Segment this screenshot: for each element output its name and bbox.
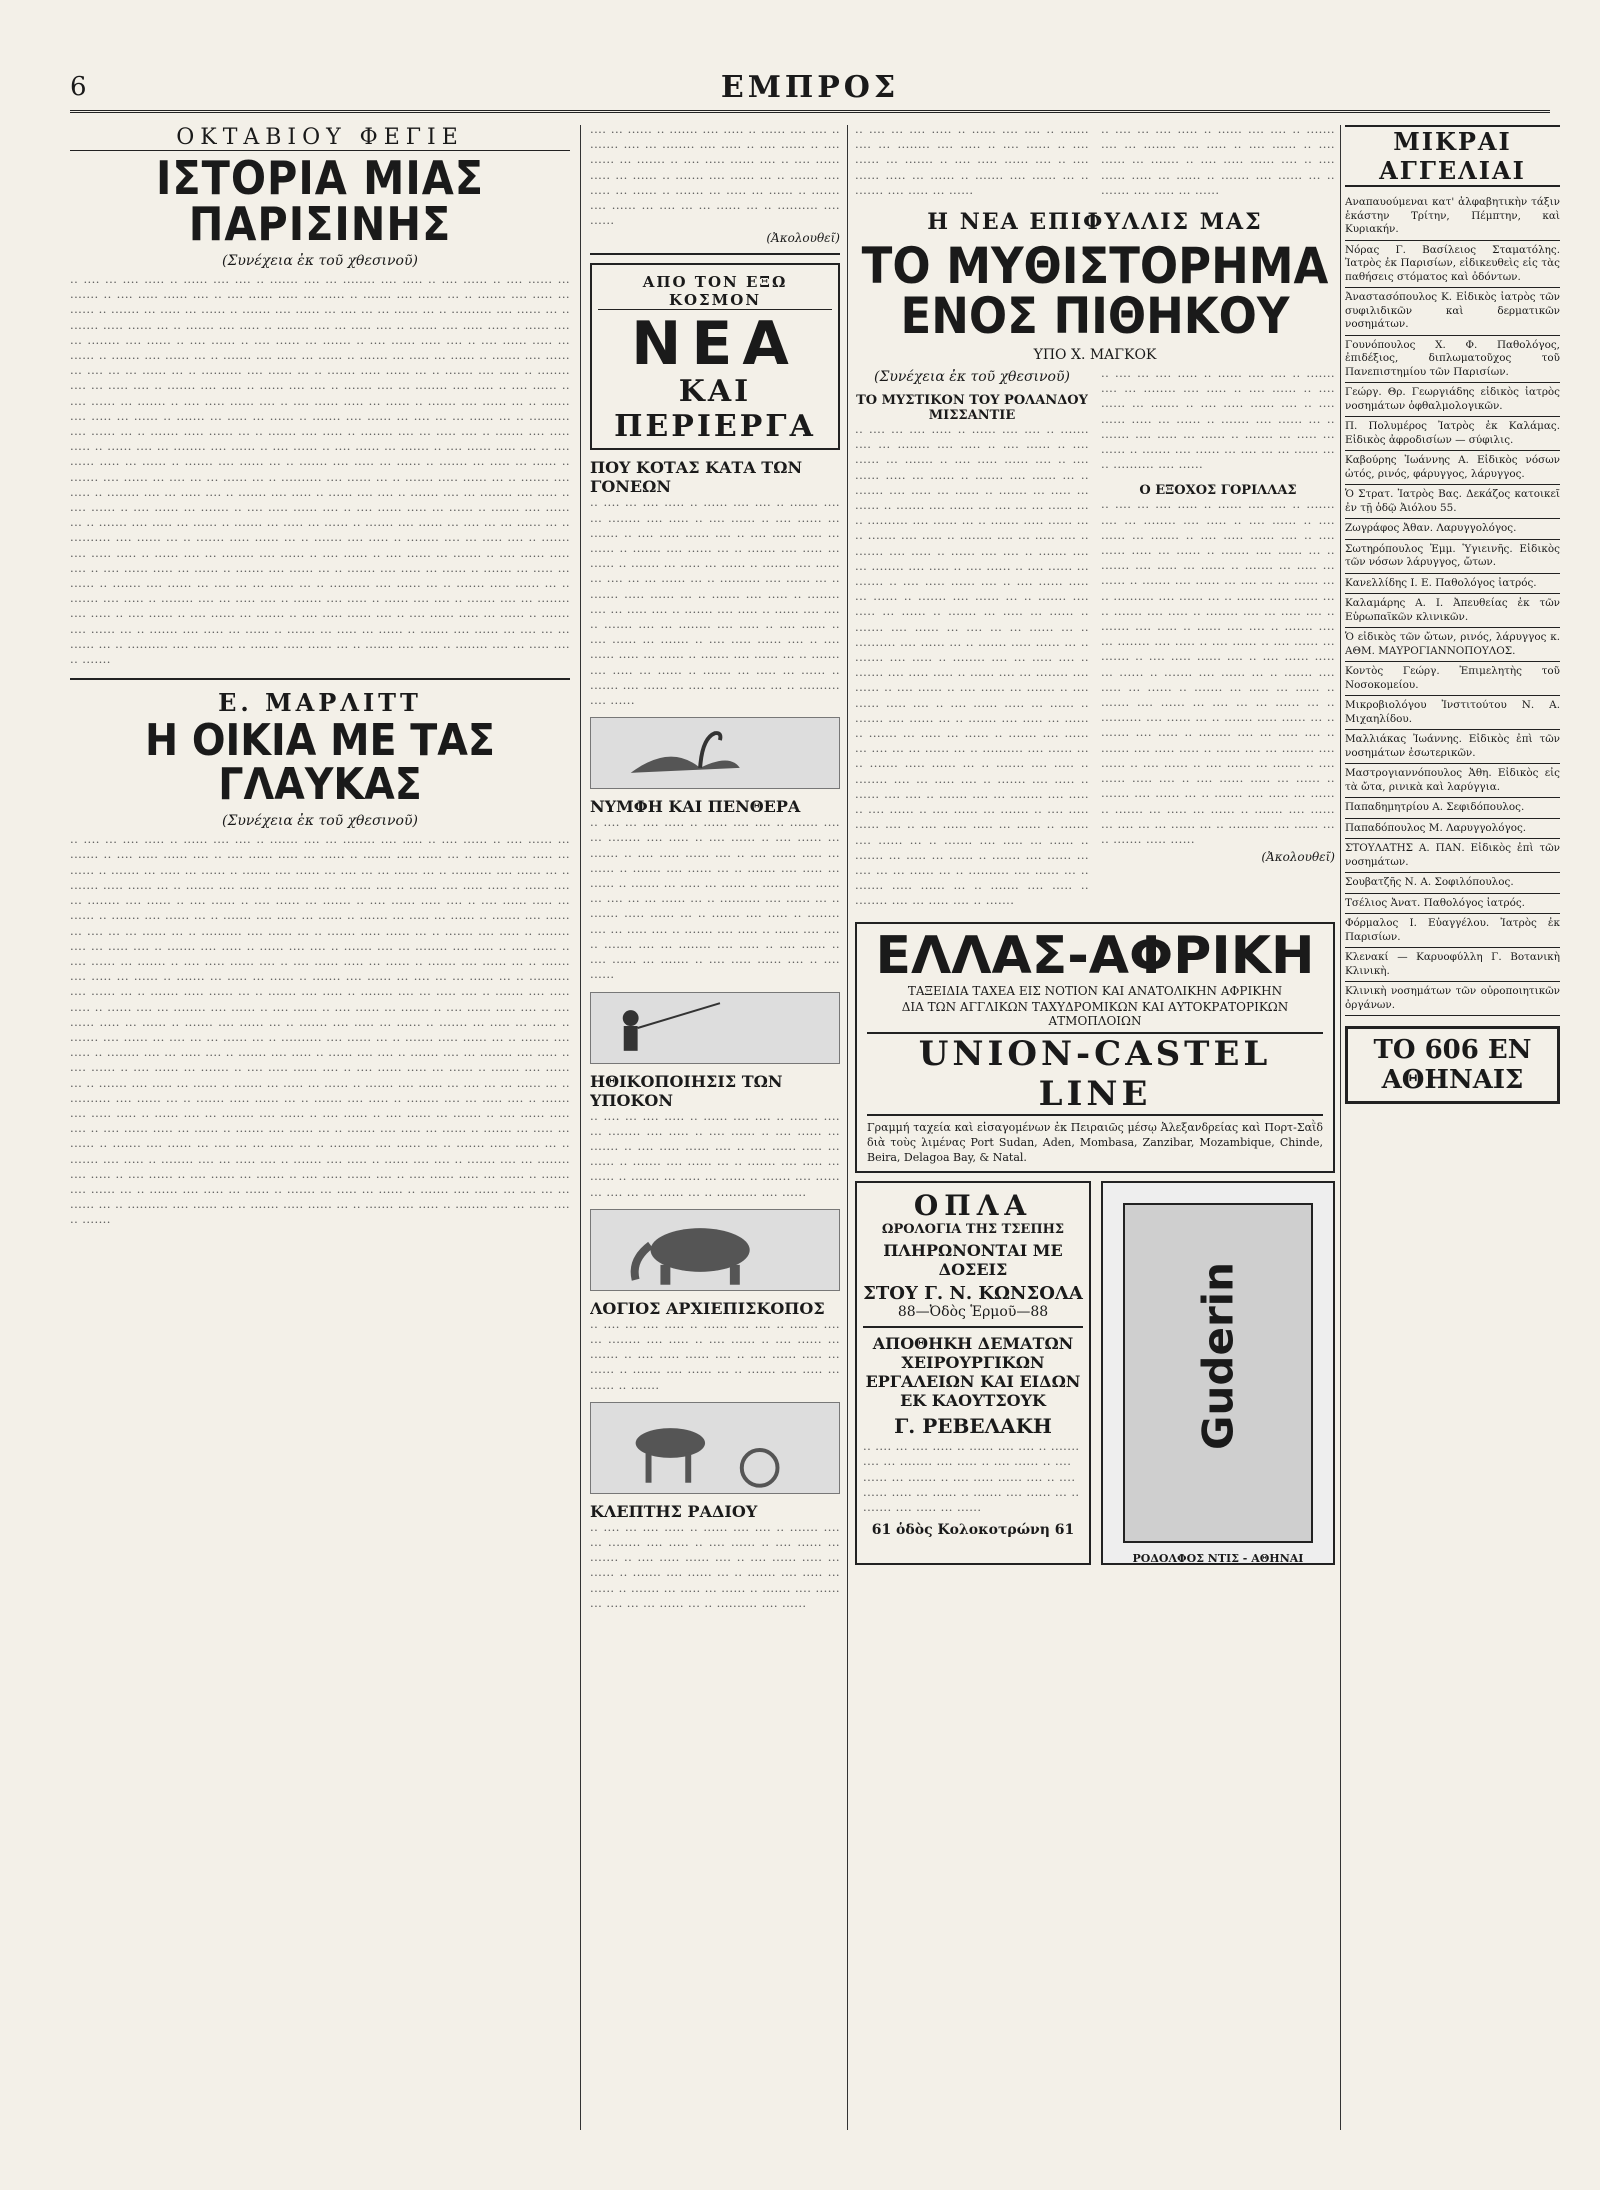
ad-line-name: UNION-CASTEL LINE [867,1032,1323,1116]
serial-body-text-2: ·· ···· ··· ···· ····· ·· ······ ···· ···· ·· ······· ···· ··· ········ ···· ····· ·· ···· ······ ·· ···· ······ ··· ······· ·· ···· ····· ······ ···· ·· ···· ······ ····· ··· ······ ·· ······· ···· ······ ··· ·· ······· ···· ····· ··· ······ ·· ······· ··· ····· ··· ······ ·· ······· ···· ······ ··· ···· ··· ··· ······ ··· ·· ·········· ···· ······ ··· ·· ······· ····· ······ ··· ·· ······· ···· ····· ·· ········ ···· ··· ····· ···· ·· ······· ···· ····· ····· ·· ······ ···· ··· ········ ···· ······ ·· ···· ······ ·· ···· ······ ··· ······· ·· ···· ······ ····· ···· ·· ···· ······ ····· ··· ······ ·· ······· ···· ······ ··· ·· ······· ···· ····· ··· ······ ·· ······· ··· ····· ··· ······ ·· ······· ···· ······ ··· ···· ··· ··· ······ ··· ·· ·········· ···· ······ ··· ·· ······· ····· ······ ··· ·· ······· ···· ····· ·· ········ ···· ··· ····· ···· ·· ······· ···· ····· ·· ······ ···· ···· ·· ······· ···· ··· ········ ···· ····· ·· ···· ······ ·· ···· ······ ··· ······· ·· ···· ····· ······ ···· ·· ···· ······ ····· ··· ······ ·· ······· ···· ······ ··· ·· ······· ···· ····· ··· ······ ·· ······· ··· ····· ··· ······ ·· ······· ···· ······ ··· ···· ··· ··· ······ ··· ·· ·········· ···· ······ ··· ·· ······· ····· ······ ··· ·· ······· ···· ····· ·· ········ ···· ··· ····· ···· ·· ······· ···· ····· ····· ·· ······ ···· ··· ········ ···· ······ ·· ···· ······ ·· ···· ······ ··· ······· ·· ···· ······ ····· ···· ·· ···· ······ ····· ··· ······ ·· ······· ···· ······ ··· ·· ······· ···· ····· ··· ······ ·· ······· ··· ····· ··· ······ ·· ······· ···· ······ ··· ···· ··· ··· ······ ··· ·· ·········· ···· ······ ··· ·· ······· ····· ······ ··· ·· ······· ···· ····· ·· ········ ···· ··· ····· ···· ·· ······· ···· ····· ·· ······ ···· ···· ·· ······· ···· ··· ········ ···· ····· ·· ···· ······ ·· ···· ······ ··· ······· ·· ···· ····· ······ ···· ·· ···· ······ ····· ··· ······ ·· ······· ···· ······ ··· ·· ······· ···· ····· ··· ······ ·· ······· ··· ····· ··· ······ ·· ······· ···· ······ ··· ···· ··· ··· ······ ··· ·· ·········· ···· ······ ··· ·· ······· ····· ······ ··· ·· ······· ···· ····· ·· ········ ···· ··· ····· ···· ·· ······· ···· ····· ····· ·· ······ ···· ··· ········ ···· ······ ·· ···· ······ ·· ···· ······ ··· ······· ·· ···· ······ ····· ···· ·· ···· ······ ····· ··· ······ ·· ······· ···· ······ ··· ·· ······· ···· ····· ··· ······ ·· ······· ··· ····· ··· ······ ·· ······· ···· ······ ··· ···· ··· ··· ······ ··· ·· ·········· ···· ······ ··· ·· ······· ····· ······ ··· ·· ······· ···· ····· ·· ········ ···· ··· ····· ···· ·· ······· ···· ····· ·· ······ ···· ···· ·· ······· ···· ··· ········ ···· ····· ·· ···· ······ ·· ···· ······ ··· ······· ·· ···· ····· ······ ···· ·· ···· ······ ····· ··· ······ ·· ······· ···· ······ ··· ·· ······· ···· ····· ··· ······ ·· ······· ··· ····· ··· ······ ·· ······· ···· ······ ··· ···· ··· ··· ······ ··· ·· ·········· ···· ······ ··· ·· ······· ····· ······ ··· ·· ······· ···· ····· ·· ········ ···· ··· ····· ···· ·· ······· [70,835,570,1230]
page-number: 6 [70,72,87,102]
swan-icon [591,718,839,788]
continued-note: (Ἀκολουθεῖ) [1261,850,1335,865]
classified-ad: Ὁ Στρατ. Ἰατρὸς Βας. Δεκάζος κατοικεῖ ἐν τῇ ὁδῷ Ἀιόλου 55. [1345,485,1560,519]
continued-note: (Ἀκολουθεῖ) [766,231,840,246]
horse-cart-icon [591,1403,839,1493]
chapter-title: ΤΟ ΜΥΣΤΙΚΟΝ ΤΟΥ ΡΟΛΑΝΔΟΥ ΜΙΣΣΑΝΤΙΕ [856,393,1088,424]
paper-title: ΕΜΠΡΟΣ [720,70,900,105]
column-serial-1 [70,125,570,2130]
serial-headline-2: Η ΟΙΚΙΑ ΜΕ ΤΑΣ ΓΛΑΥΚΑΣ [145,715,495,811]
news-box [590,263,840,450]
novel-tail [855,125,1335,201]
news-item-title: ΚΛΕΠΤΗΣ ΡΑΔΙΟΥ [590,1501,758,1521]
classified-ad: Κλινικὴ νοσημάτων τῶν οὐροποιητικῶν ὀργάνων. [1345,982,1560,1016]
column-rule [847,125,848,2130]
classified-ad: Π. Πολυμέρος Ἰατρὸς ἐκ Καλάμας. Εἰδικὸς ἀφροδισίων — σύφιλις. [1345,417,1560,451]
serial-continued-note-2: (Συνέχεια ἐκ τοῦ χθεσινοῦ) [222,813,418,830]
classified-ad: Καβούρης Ἰωάννης Α. Εἰδικὸς νόσων ὠτός, ρινός, φάρυγγος, λάρυγγος. [1345,451,1560,485]
classified-ad: Καλαμάρης Α. Ι. Ἀπευθείας ἐκ τῶν Εὐρωπαϊκῶν κλινικῶν. [1345,594,1560,628]
serial-author-2: Ε. ΜΑΡΛΙΤΤ [218,688,422,718]
classified-ad: Φόρμαλος Ι. Εὐαγγέλου. Ἰατρὸς ἐκ Παρισίων. [1345,914,1560,948]
classified-ad: ΣΤΟΥΛΑΤΗΣ Α. ΠΑΝ. Εἰδικὸς ἐπὶ τῶν νοσημάτων. [1345,839,1560,873]
ad-opla [855,1181,1091,1565]
ad-guderin [1101,1181,1335,1565]
classified-ad: Γουνόπουλος Χ. Φ. Παθολόγος, ἐπιδέξιος, διπλωματοῦχος τοῦ Πανεπιστημίου τῶν Παρισίων. [1345,336,1560,384]
guderin-box-icon [1123,1203,1313,1543]
classified-ad: Γεώργ. Θρ. Γεωργιάδης εἰδικὸς ἰατρὸς νοσημάτων ὀφθαλμολογικῶν. [1345,383,1560,417]
feuilleton-kicker: Η ΝΕΑ ΕΠΙΦΥΛΛΙΣ ΜΑΣ [927,209,1263,236]
ad-opla-subtitle: ΩΡΟΛΟΓΙΑ ΤΗΣ ΤΣΕΠΗΣ [881,1222,1065,1238]
column-classifieds [1345,125,1560,2130]
news-item-text: ·· ···· ··· ···· ····· ·· ······ ···· ···· ·· ······· ···· ··· ········ ···· ····· ·· ···· ······ ·· ···· ······ ··· ······· ·· ···· ····· ······ ···· ·· ···· ······ ····· ··· ······ ·· ······· ···· ······ ··· ·· ······· ···· ····· ··· ······ ·· ······· [590,1319,840,1395]
classified-ad: Ὁ εἰδικὸς τῶν ὤτων, ρινός, λάρυγγος κ. ΑΘΜ. ΜΑΥΡΟΓΙΑΝΝΟΠΟΥΛΟΣ. [1345,628,1560,662]
classified-ad: Κοντὸς Γεώργ. Ἐπιμελητὴς τοῦ Νοσοκομείου. [1345,662,1560,696]
classifieds-title: ΜΙΚΡΑΙ ΑΓΓΕΛΙΑΙ [1345,125,1560,187]
classified-ad: Παπαδημητρίου Α. Σεφιδόπουλος. [1345,798,1560,819]
classified-ad: Ζωγράφος Ἀθαν. Λαρυγγολόγος. [1345,519,1560,540]
section-divider [70,678,570,680]
classified-list [1345,193,1560,1016]
article-tail-text: ·· ···· ··· ···· ····· ·· ······ ···· ···· ·· ······· ···· ··· ········ ···· ····· ·· ···· ······ ·· ···· ······ ··· ······· ·· ···· ····· ······ ···· ·· ···· ······ ····· ··· ······ ·· ······· ···· ······ ··· ·· ······· ···· ····· ··· ······ [1101,125,1335,200]
classified-ad: Κλενακί — Καρυοφύλλη Γ. Βοτανικὴ Κλινικὴ. [1345,948,1560,982]
novel-text: ·· ···· ··· ···· ····· ·· ······ ···· ···· ·· ······· ···· ··· ········ ···· ····· ·· ···· ······ ·· ···· ······ ··· ······· ·· ···· ····· ······ ···· ·· ···· ······ ····· ··· ······ ·· ······· ···· ······ ··· ·· ······· ···· ····· ··· ······ ·· ······· ··· ····· ··· ······ ·· ······· ···· ······ ··· ···· ··· ··· ······ ··· ·· ·········· ···· ······ ··· ·· ······· ····· ······ ··· ·· ······· ···· ····· ·· ········ ···· ··· ····· ···· ·· ······· ···· ····· ·· ······ ···· ···· ·· ······· ···· ··· ········ ···· ····· ·· ···· ······ ·· ···· ······ ··· ······· ·· ···· ····· ······ ···· ·· ···· ······ ····· ··· ······ ·· ······· ···· ······ ··· ·· ······· ···· ····· ··· ······ ·· ······· ··· ····· ··· ······ ·· ······· ···· ······ ··· ···· ··· ··· ······ ··· ·· ·········· ···· ······ ··· ·· ······· ····· ······ ··· ·· ······· ···· ····· ·· ········ ···· ··· ····· ···· ·· ······· ···· ····· ····· ·· ······ ···· ··· ········ ···· ······ ·· ···· ······ ·· ···· ······ ··· ······· ·· ···· ······ ····· ···· ·· ···· ······ ····· ··· ······ ·· ······· ···· ······ ··· ·· ······· ···· ····· ··· ······ ·· ······· ··· ····· ··· ······ ·· ······· ···· ······ ··· ···· ··· ··· ······ ··· ·· ·········· ···· ······ ··· ·· ······· ····· ······ [1101,500,1335,849]
ad-depot-address: 61 ὁδὸς Κολοκοτρώνη 61 [871,1522,1075,1539]
article-tail-text: ·· ···· ··· ···· ····· ·· ······ ···· ···· ·· ······· ···· ··· ········ ···· ····· ·· ···· ······ ·· ···· ······ ··· ······· ·· ···· ····· ······ ···· ·· ···· ······ ····· ··· ······ ·· ······· ···· ······ ··· ·· ······· ···· ····· ··· ······ [855,125,1089,200]
news-item-text: ·· ···· ··· ···· ····· ·· ······ ···· ···· ·· ······· ···· ··· ········ ···· ····· ·· ···· ······ ·· ···· ······ ··· ······· ·· ···· ····· ······ ···· ·· ···· ······ ····· ··· ······ ·· ······· ···· ······ ··· ·· ······· ···· ····· ··· ······ ·· ······· ··· ····· ··· ······ ·· ······· ···· ······ ··· ···· ··· ··· ······ ··· ·· ·········· ···· ······ ··· ·· ······· ····· ······ ··· ·· ······· ···· ····· ·· ········ ···· ··· ····· ···· ·· ······· ···· ····· ·· ······ ···· ···· ·· ······· ···· ··· ········ ···· ····· ·· ···· ······ ·· ···· ······ ··· ······· ·· ···· ····· ······ ···· ·· ···· ······ ····· ··· ······ ·· ······· ···· ······ ··· ·· ······· ···· ····· ··· ······ ·· ······· ··· ····· ··· ······ ·· ······· ···· ······ ··· ···· ··· ··· ······ ··· ·· ·········· ···· ······ [590,498,840,711]
ad-opla-address: 88—Ὀδὸς Ἑρμοῦ—88 [897,1304,1049,1321]
ad-opla-shop: ΣΤΟΥ Γ. Ν. ΚΩΝΣΟΛΑ [863,1283,1083,1305]
novel-text: ·· ···· ··· ···· ····· ·· ······ ···· ···· ·· ······· ···· ··· ········ ···· ····· ·· ···· ······ ·· ···· ······ ··· ······· ·· ···· ····· ······ ···· ·· ···· ······ ····· ··· ······ ·· ······· ···· ······ ··· ·· ······· ···· ····· ··· ······ ·· ······· ··· ····· ··· ······ ·· ······· ···· ······ ··· ···· ··· ··· ······ ··· ·· ·········· ···· ······ [1101,369,1335,475]
masthead [70,70,1550,113]
classified-ad: Μαστρογιαννόπουλος Ἀθη. Εἰδικὸς εἰς τὰ ὤτα, ρινικὰ καὶ λαρύγγια. [1345,764,1560,798]
news-subheadline: ΚΑΙ ΠΕΡΙΕΡΓΑ [614,374,816,445]
serial-continued-note: (Συνέχεια ἐκ τοῦ χθεσινοῦ) [222,253,418,269]
classified-ad: Ἀναστασόπουλος Κ. Εἰδικὸς ἰατρὸς τῶν συφιλιδικῶν καὶ δερματικῶν νοσημάτων. [1345,288,1560,336]
ad-606-box: ΤΟ 606 ΕΝ ΑΘΗΝΑΙΣ [1345,1026,1560,1104]
ad-opla-pay: ΠΛΗΡΩΝΟΝΤΑΙ ΜΕ ΔΟΣΕΙΣ [883,1241,1063,1280]
guderin-brand: Guderin [1193,1262,1243,1451]
ad-line: ΔΙΑ ΤΩΝ ΑΓΓΛΙΚΩΝ ΤΑΧΥΔΡΟΜΙΚΩΝ ΚΑΙ ΑΥΤΟΚΡΑΤΟΡΙΚΩΝ ΑΤΜΟΠΛΟΙΩΝ [901,999,1289,1028]
ad-note: Γραμμή ταχεία καὶ εἰσαγομένων ἐκ Πειραιῶς μέσῳ Ἀλεξανδρείας καὶ Πορτ-Σαῒδ διὰ τοὺς λιμένας Port Sudan, Aden, Mombasa, Zanzibar, Mozambique, Chinde, Beira, Delagoa Bay, & Natal. [867,1120,1323,1164]
elephant-illustration [590,1209,840,1291]
column-rule [1340,125,1341,2130]
serial-body-text: ·· ···· ··· ···· ····· ·· ······ ···· ···· ·· ······· ···· ··· ········ ···· ····· ·· ···· ······ ·· ···· ······ ··· ······· ·· ···· ····· ······ ···· ·· ···· ······ ····· ··· ······ ·· ······· ···· ······ ··· ·· ······· ···· ····· ··· ······ ·· ······· ··· ····· ··· ······ ·· ······· ···· ······ ··· ···· ··· ··· ······ ··· ·· ·········· ···· ······ ··· ·· ······· ····· ······ ··· ·· ······· ···· ····· ·· ········ ···· ··· ····· ···· ·· ······· ···· ····· ····· ·· ······ ···· ··· ········ ···· ······ ·· ···· ······ ·· ···· ······ ··· ······· ·· ···· ······ ····· ···· ·· ···· ······ ····· ··· ······ ·· ······· ···· ······ ··· ·· ······· ···· ····· ··· ······ ·· ······· ··· ····· ··· ······ ·· ······· ···· ······ ··· ···· ··· ··· ······ ··· ·· ·········· ···· ······ ··· ·· ······· ····· ······ ··· ·· ······· ···· ····· ·· ········ ···· ··· ····· ···· ·· ······· ···· ····· ·· ······ ···· ···· ·· ······· ···· ··· ········ ···· ····· ·· ···· ······ ·· ···· ······ ··· ······· ·· ···· ····· ······ ···· ·· ···· ······ ····· ··· ······ ·· ······· ···· ······ ··· ·· ······· ···· ····· ··· ······ ·· ······· ··· ····· ··· ······ ·· ······· ···· ······ ··· ···· ··· ··· ······ ··· ·· ·········· ···· ······ ··· ·· ······· ····· ······ ··· ·· ······· ···· ····· ·· ········ ···· ··· ····· ···· ·· ······· ···· ····· ····· ·· ······ ···· ··· ········ ···· ······ ·· ···· ······ ·· ···· ······ ··· ······· ·· ···· ······ ····· ···· ·· ···· ······ ····· ··· ······ ·· ······· ···· ······ ··· ·· ······· ···· ····· ··· ······ ·· ······· ··· ····· ··· ······ ·· ······· ···· ······ ··· ···· ··· ··· ······ ··· ·· ·········· ···· ······ ··· ·· ······· ····· ······ ··· ·· ······· ···· ····· ·· ········ ···· ··· ····· ···· ·· ······· ···· ····· ·· ······ ···· ···· ·· ······· ···· ··· ········ ···· ····· ·· ···· ······ ·· ···· ······ ··· ······· ·· ···· ····· ······ ···· ·· ···· ······ ····· ··· ······ ·· ······· ···· ······ ··· ·· ······· ···· ····· ··· ······ ·· ······· ··· ····· ··· ······ ·· ······· ···· ······ ··· ···· ··· ··· ······ ··· ·· ·········· ···· ······ ··· ·· ······· ····· ······ ··· ·· ······· ···· ····· ·· ········ ···· ··· ····· ···· ·· ······· ···· ····· ····· ·· ······ ···· ··· ········ ···· ······ ·· ···· ······ ·· ···· ······ ··· ······· ·· ···· ······ ····· ···· ·· ···· ······ ····· ··· ······ ·· ······· ···· ······ ··· ·· ······· ···· ····· ··· ······ ·· ······· ··· ····· ··· ······ ·· ······· ···· ······ ··· ···· ··· ··· ······ ··· ·· ·········· ···· ······ ··· ·· ······· ····· ······ ··· ·· ······· ···· ····· ·· ········ ···· ··· ····· ···· ·· ······· ···· ····· ·· ······ ···· ···· ·· ······· ···· ··· ········ ···· ····· ·· ···· ······ ·· ···· ······ ··· ······· ·· ···· ····· ······ ···· ·· ···· ······ ····· ··· ······ ·· ······· ···· ······ ··· ·· ······· ···· ····· ··· ······ ·· ······· ··· ····· ··· ······ ·· ······· ···· ······ ··· ···· ··· ··· ······ ··· ·· ·········· ···· ······ ··· ·· ······· ····· ······ ··· ·· ······· ···· ····· ·· ········ ···· ··· ····· ···· ·· ······· [70,275,570,670]
news-item-text: ·· ···· ··· ···· ····· ·· ······ ···· ···· ·· ······· ···· ··· ········ ···· ····· ·· ···· ······ ·· ···· ······ ··· ······· ·· ···· ····· ······ ···· ·· ···· ······ ····· ··· ······ ·· ······· ···· ······ ··· ·· ······· ···· ····· ··· ······ ·· ······· ··· ····· ··· ······ ·· ······· ···· ······ ··· ···· ··· ··· ······ ··· ·· ·········· ···· ······ ··· ·· ······· ····· ······ ··· ·· ······· ···· ····· ·· ········ ···· ··· ····· ···· ·· ······· ···· ····· ·· ······ ···· ···· ·· ······· ···· ··· ········ ···· ····· ·· ···· ······ ·· ···· ······ ··· ······· ·· ···· ····· ······ ···· ·· ···· ······ [590,818,840,985]
classified-ad: Τσέλιος Ἀνατ. Παθολόγος ἰατρός. [1345,894,1560,915]
column-rule [580,125,581,2130]
ad-ellas-afriki [855,922,1335,1174]
classified-ad: Κανελλίδης Ι. Ε. Παθολόγος ἰατρός. [1345,574,1560,595]
news-item-title: ΠΟΥ ΚΟΤΑΣ ΚΑΤΑ ΤΩΝ ΓΟΝΕΩΝ [590,458,803,497]
ad-line: ΤΑΞΕΙΔΙΑ ΤΑΧΕΑ ΕΙΣ ΝΟΤΙΟΝ ΚΑΙ ΑΝΑΤΟΛΙΚΗΝ ΑΦΡΙΚΗΝ [907,983,1283,998]
classified-ad: Μικροβιολόγου Ἰνστιτούτου Ν. Α. Μιχαηλίδου. [1345,696,1560,730]
novel-byline: ΥΠΟ Χ. ΜΑΓΚΟΚ [1033,347,1157,364]
section-divider [590,253,840,255]
fisherman-icon [591,993,839,1063]
fisherman-illustration [590,992,840,1064]
classified-ad: Σωτηρόπουλος Ἐμμ. Ὑγιεινῆς. Εἰδικὸς τῶν νόσων λάρυγγος, ὤτων. [1345,540,1560,574]
classified-ad: Σουβατζῆς Ν. Α. Σοφιλόπουλος. [1345,873,1560,894]
novel-headline: ΤΟ ΜΥΘΙΣΤΟΡΗΜΑ ΕΝΟΣ ΠΙΘΗΚΟΥ [861,237,1329,346]
novel-text: ·· ···· ··· ···· ····· ·· ······ ···· ···· ·· ······· ···· ··· ········ ···· ····· ·· ···· ······ ·· ···· ······ ··· ······· ·· ···· ····· ······ ···· ·· ···· ······ ····· ··· ······ ·· ······· ···· ······ ··· ·· ······· ···· ····· ··· ······ ·· ······· ··· ····· ··· ······ ·· ······· ···· ······ ··· ···· ··· ··· ······ ··· ·· ·········· ···· ······ ··· ·· ······· ····· ······ ··· ·· ······· ···· ····· ·· ········ ···· ··· ····· ···· ·· ······· ···· ····· ·· ······ ···· ···· ·· ······· ···· ··· ········ ···· ····· ·· ···· ······ ·· ···· ······ ··· ······· ·· ···· ····· ······ ···· ·· ···· ······ ····· ··· ······ ·· ······· ···· ······ ··· ·· ······· ···· ····· ··· ······ ·· ······· ··· ····· ··· ······ ·· ······· ···· ······ ··· ···· ··· ··· ······ ··· ·· ·········· ···· ······ ··· ·· ······· ····· ······ ··· ·· ······· ···· ····· ·· ········ ···· ··· ····· ···· ·· ······· ···· ····· ····· ·· ······ ···· ··· ········ ···· ······ ·· ···· ······ ·· ···· ······ ··· ······· ·· ···· ······ ····· ···· ·· ···· ······ ····· ··· ······ ·· ······· ···· ······ ··· ·· ······· ···· ····· ··· ······ ·· ······· ··· ····· ··· ······ ·· ······· ···· ······ ··· ···· ··· ··· ······ ··· ·· ·········· ···· ······ ··· ·· ······· ····· ······ ··· ·· ······· ···· ····· ·· ········ ···· ··· ····· ···· ·· ······· ···· ····· ·· ······ ···· ···· ·· ······· ···· ··· ········ ···· ····· ·· ···· ······ ·· ···· ······ ··· ······· ·· ···· ····· ······ ···· ·· ···· ······ ····· ··· ······ ·· ······· ···· ······ ··· ·· ······· ···· ····· ··· ······ ·· ······· ··· ····· ··· ······ ·· ······· ···· ······ ··· ···· ··· ··· ······ ··· ·· ·········· ···· ······ ··· ·· ······· ····· ······ ··· ·· ······· ···· ····· ·· ········ ···· ··· ····· ···· ·· ······· [855,425,1089,911]
elephant-icon [591,1210,839,1290]
ad-opla-title: ΟΠΛΑ [913,1189,1033,1223]
ad-depot-owner: Γ. ΡΕΒΕΛΑΚΗ [894,1414,1052,1439]
guderin-maker: ΡΟΔΟΛΦΟΣ ΝΤΙΣ - ΑΘΗΝΑΙ [1132,1552,1304,1566]
column-news [590,125,840,2130]
ad-row [855,1181,1335,1565]
cart-illustration [590,1402,840,1494]
novel-continued-note: (Συνέχεια ἐκ τοῦ χθεσινοῦ) [874,369,1070,386]
ad-title: ΕΛΛΑΣ-ΑΦΡΙΚΗ [875,925,1315,986]
section-label: ΑΠΟ ΤΟΝ ΕΞΩ ΚΟΣΜΟΝ [598,273,832,310]
classified-ad: Αναπαυούμεναι κατ' ἀλφαβητικὴν τάξιν ἑκάστην Τρίτην, Πέμπτην, καὶ Κυριακήν. [1345,193,1560,241]
news-headline: ΝΕΑ [631,309,799,380]
classified-ad: Νόρας Γ. Βασίλειος Σταματόλης. Ἰατρὸς ἐκ Παρισίων, εἰδικευθεὶς εἰς τὰς παθήσεις στόματος καὶ ὀδόντων. [1345,241,1560,289]
classified-ad: Μαλλιάκας Ἰωάννης. Εἰδικὸς ἐπὶ τῶν νοσημάτων ἐσωτερικῶν. [1345,730,1560,764]
serial-author: ΟΚΤΑΒΙΟΥ ΦΕΓΙΕ [70,125,570,151]
novel-body [855,369,1335,912]
news-item-text: ·· ···· ··· ···· ····· ·· ······ ···· ···· ·· ······· ···· ··· ········ ···· ····· ·· ···· ······ ·· ···· ······ ··· ······· ·· ···· ····· ······ ···· ·· ···· ······ ····· ··· ······ ·· ······· ···· ······ ··· ·· ······· ···· ····· ··· ······ ·· ······· ··· ····· ··· ······ ·· ······· ···· ······ ··· ···· ··· ··· ······ ··· ·· ·········· ···· ······ [590,1111,840,1202]
column-novel [855,125,1335,2130]
serial-headline: ΙΣΤΟΡΙΑ ΜΙΑΣ ΠΑΡΙΣΙΝΗΣ [155,151,485,251]
chapter-title-2: Ο ΕΞΟΧΟΣ ΓΟΡΙΛΛΑΣ [1139,483,1297,499]
news-item-title: ΛΟΓΙΟΣ ΑΡΧΙΕΠΙΣΚΟΠΟΣ [590,1298,825,1318]
classified-ad: Παπαδόπουλος Μ. Λαρυγγολόγος. [1345,819,1560,840]
swan-illustration [590,717,840,789]
ad-depot-text: ·· ···· ··· ···· ····· ·· ······ ···· ···· ·· ······· ···· ··· ········ ···· ····· ·· ···· ······ ·· ···· ······ ··· ······· ·· ···· ····· ······ ···· ·· ···· ······ ····· ··· ······ ·· ······· ···· ······ ··· ·· ······· ···· ····· ··· ······ [863,1442,1080,1517]
serial-tail-text: ···· ··· ······ ·· ······· ···· ····· ·· ······ ···· ···· ·· ······· ···· ··· ········ ···· ····· ·· ···· ······ ·· ···· ······ ··· ······· ·· ···· ····· ······ ···· ·· ···· ······ ····· ··· ······ ·· ······· ···· ······ ··· ·· ······· ···· ····· ··· ······ ·· ······· ··· ····· ··· ······ ·· ······· ···· ······ ··· ···· ··· ··· ······ ··· ·· ·········· ···· ······ [590,125,840,231]
news-item-title: ΝΥΜΦΗ ΚΑΙ ΠΕΝΘΕΡΑ [590,797,801,817]
news-item-text: ·· ···· ··· ···· ····· ·· ······ ···· ···· ·· ······· ···· ··· ········ ···· ····· ·· ···· ······ ·· ···· ······ ··· ······· ·· ···· ····· ······ ···· ·· ···· ······ ····· ··· ······ ·· ······· ···· ······ ··· ·· ······· ···· ····· ··· ······ ·· ······· ··· ····· ··· ······ ·· ······· ···· ······ ··· ···· ··· ··· ······ ··· ·· ·········· ···· ······ [590,1522,840,1613]
news-item-title: ΗΘΙΚΟΠΟΙΗΣΙΣ ΤΩΝ ΥΠΟΚΟΝ [590,1071,783,1110]
ad-depot: ΑΠΟΘΗΚΗ ΔΕΜΑΤΩΝ ΧΕΙΡΟΥΡΓΙΚΩΝ ΕΡΓΑΛΕΙΩΝ ΚΑΙ ΕΙΔΩΝ ΕΚ ΚΑΟΥΤΣΟΥΚ [865,1334,1081,1411]
